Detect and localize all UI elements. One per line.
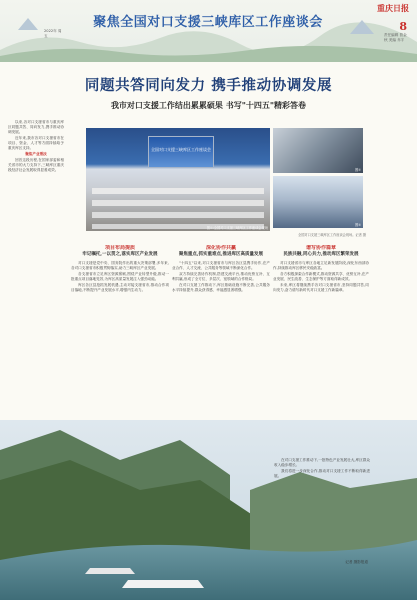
column-paragraph: 未来,库区将继续携手各对口支援省市,坚持同题共答,同向发力,奋力谱写新时代对口支援工作新篇章。 [273, 282, 369, 292]
column-subheading: 聚焦重点,抓实重难点,推进库区高质量发展 [178, 252, 264, 257]
left-inline-heading: 聚焦产业帮扶 [25, 152, 47, 156]
column-paragraph: 库区各区县抢抓发展机遇,主动对接支援省市,推动合作项目落地,不断提升产业发展水平,增强内生动力。 [71, 282, 169, 292]
column-paragraph: "十四五"以来,对口支援省市与库区各区县携手协作,在产业合作、人才交流、公共服务等领域不断深化合作。 [172, 261, 270, 270]
bottom-paragraph: 我们将进一步深化合作,推动对口支援工作不断取得新进展。 [274, 468, 370, 478]
photo-caption: 全国对口支援三峡库区工作座谈会现场。记者 摄 [298, 233, 366, 237]
stage-screen-text: 全国对口支援三峡库区工作座谈会 [151, 147, 211, 152]
photo-caption-side2: 图③ [354, 223, 361, 227]
newspaper-logo: 重庆日报 [377, 3, 409, 13]
conference-photo [86, 128, 270, 231]
editor-credits: 责任编辑 曾金秋 美编 乔宇 [384, 33, 407, 42]
side-photo-top [273, 128, 363, 173]
column-subheading: 民族共融,同心共力,推动库区繁荣发展 [283, 252, 359, 257]
column-heading: 谱写协作篇章 [305, 245, 336, 251]
side-photo-bottom [273, 176, 363, 228]
page-number: 8 [399, 20, 407, 33]
column-paragraph: 对口支援是党中央、国务院作出的重大决策部署,多年来,各对口支援省市积极贯彻落实,助力三峡库区产业发展。 [71, 261, 169, 270]
left-paragraph: 近年来,我市各对口支援省市在项目、资金、人才等方面持续给予重庆库区支持。 [8, 136, 64, 150]
date-credits: 2022年 周五 [44, 29, 62, 38]
column-paragraph: 各支援省市立足库区资源禀赋,围绕产业转型升级,推动一批重点项目落地见效,为库区高质量发展注入强劲动能。 [71, 271, 169, 281]
bottom-text-column [274, 458, 370, 573]
column-paragraph: 在对口支援工作推动下,库区基础设施不断完善,公共服务水平持续提升,群众获得感、幸福感显著增强。 [172, 282, 270, 292]
bottom-paragraph: 在对口支援工作推动下,一批特色产业发展壮大,库区群众收入稳步增长。 [274, 458, 370, 467]
page-subhead: 我市对口支援工作结出累累硕果 书写"十四五"精彩答卷 [110, 100, 307, 110]
column-paragraph: 双方持续完善协作机制,搭建交流平台,推动优势互补、互利共赢,形成了全方位、多层次、宽领域的合作格局。 [172, 271, 270, 281]
photo-caption-side1: 图② [354, 168, 361, 172]
right-text-strip [370, 72, 410, 577]
left-paragraph: 回首这段历程,在国家部委和相关省市的大力支持下,三峡库区重庆段经济社会发展取得显著成效。 [8, 158, 64, 172]
column-paragraph: 对口支援省市与库区各地立足新发展阶段,深化东西部协作,持续推动库区移民安稳致富。 [273, 261, 369, 270]
photo-caption-main: 图①:全国对口支援三峡库区工作座谈会现场 [206, 226, 268, 230]
article-signature: 记者 摄影报道 [345, 560, 368, 564]
column-heading: 深化协作共赢 [205, 245, 236, 251]
page-headline: 同题共答同向发力 携手推动协调发展 [84, 77, 333, 94]
audience-rows [86, 128, 270, 231]
banner-title: 聚焦全国对口支援三峡库区工作座谈会 [93, 15, 323, 30]
column-heading: 项目布局提质 [104, 245, 135, 251]
column-subheading: 牢记嘱托,一以贯之,落实库区产业发展 [82, 252, 158, 257]
column-paragraph: 各方积极探索合作新模式,推动资源共享、优势互补,在产业发展、民生改善、生态保护等方面取得新成效。 [273, 271, 369, 281]
left-paragraph: 以来,各对口支援省市与重庆库区同题共答、同向发力,携手推动协调发展。 [8, 120, 64, 134]
